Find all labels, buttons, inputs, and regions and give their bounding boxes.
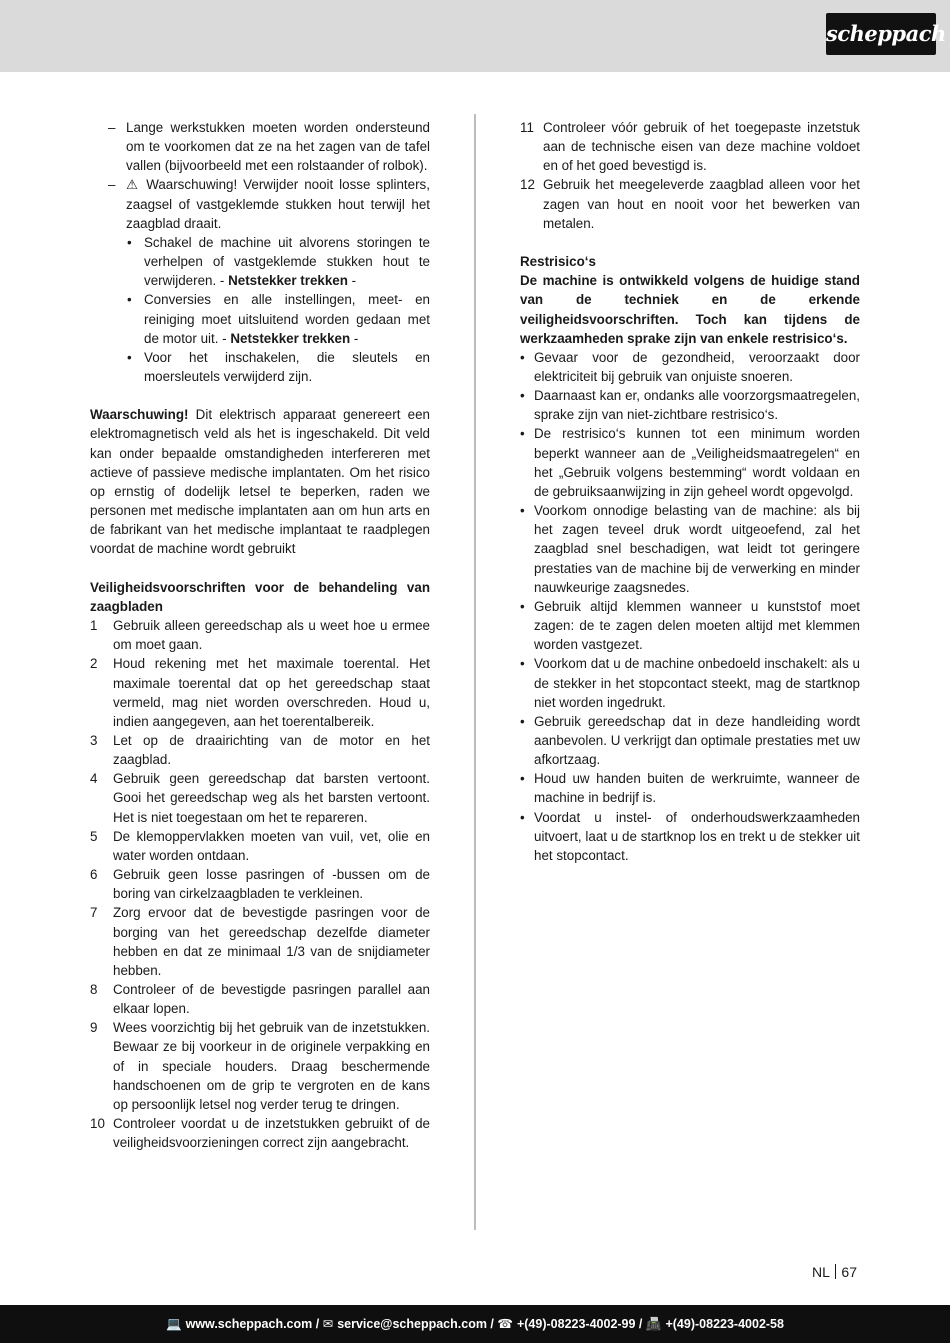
dash-mark: – [108,177,116,193]
numbered-item [90,903,430,980]
item-text: Controleer voordat u de inzetstukken gebruikt of de veiligheidsvoorzieningen correct zijn aangebracht. [113,1116,430,1151]
list-item [90,233,430,290]
section-intro: De machine is ontwikkeld volgens de huidige stand van de techniek en de erkende veiligheidsvoorschriften. Toch kan tijdens de werkzaamheden sprake zijn van enkele restrisico‘s. [520,273,860,346]
list-item-text: Conversies en alle instellingen, meet- en reiniging moet uitsluitend worden gedaan met de motor uit. - [144,292,430,346]
bullet-mark: • [520,388,525,404]
item-number: 11 [520,120,534,135]
left-column [90,118,430,1152]
list-item-text: De restrisico‘s kunnen tot een minimum worden beperkt wanneer aan de „Veiligheidsmaatregelen“ en het „Gebruik volgens bestemming“ wordt voldaan en de gebruiksaanwijzing in zijn geheel wordt opgevolgd. [534,426,860,499]
warning-triangle-icon: ⚠ [126,177,141,193]
bullet-mark: • [520,771,525,787]
item-number: 4 [90,771,98,787]
item-text: Wees voorzichtig bij het gebruik van de inzetstukken. Bewaar ze bij voorkeur in de originele verpakking en of in speciale houders. Draag beschermende handschoenen om de grip te vergroten en de kans op persoonlijk letsel nog verder terug te dringen. [113,1020,430,1112]
list-item-text: Gebruik altijd klemmen wanneer u kunststof moet zagen: de te zagen delen moeten altijd met klemmen worden vastgezet. [534,598,860,653]
header-band [0,0,950,72]
numbered-item [90,654,430,731]
numbered-item [520,175,860,232]
bullet-mark: • [127,349,132,365]
list-item [520,808,860,865]
list-item [520,348,860,386]
item-text: Gebruik geen gereedschap dat barsten vertoont. Gooi het gereedschap weg als het barsten vertoont. Het is niet toegestaan om het te repareren. [113,771,430,825]
item-number: 3 [90,732,98,748]
bullet-mark: • [127,234,132,250]
bullet-mark: • [520,598,525,614]
list-item-text: Voorkom dat u de machine onbedoeld inschakelt: als u de stekker in het stopcontact steekt, mag de startknop niet worden ingedrukt. [534,656,860,710]
list-item-text: Houd uw handen buiten de werkruimte, wanneer de machine in bedrijf is. [534,771,860,806]
list-item-bold: Netstekker trekken [230,330,351,346]
list-item-text: Daarnaast kan er, ondanks alle voorzorgsmaatregelen, sprake zijn van niet-zichtbare restrisico‘s. [534,388,860,423]
column-divider [474,114,476,1230]
right-column [520,118,860,865]
numbered-item [90,980,430,1018]
bullet-mark: • [520,349,525,365]
page-number [812,1264,857,1280]
bullet-mark: • [520,503,525,519]
phone-icon: ☎ [497,1317,513,1331]
bullet-mark: • [520,656,525,672]
warning-paragraph [90,405,430,558]
item-number: 2 [90,656,98,672]
section-heading: Veiligheidsvoorschriften voor de behandeling van zaagbladen [90,579,430,614]
item-text: Controleer vóór gebruik of het toegepaste inzetstuk aan de technische eisen van deze machine voldoet en of het goed bevestigd is. [543,120,860,174]
list-item-text: Gevaar voor de gezondheid, veroorzaakt door elektriciteit bij gebruik van onjuiste snoeren. [534,349,860,385]
list-item-text: Gebruik gereedschap dat in deze handleiding wordt aanbevolen. U verkrijgt dan optimale prestaties met uw afkortzaag. [534,713,861,768]
item-number: 1 [90,618,98,634]
footer-fax: +(49)-08223-4002-58 [665,1317,784,1331]
footer-phone: +(49)-08223-4002-99 / [516,1317,643,1331]
numbered-item [90,731,430,769]
dash-item [90,175,430,232]
item-text: Controleer of de bevestigde pasringen parallel aan elkaar lopen. [113,982,430,1017]
list-item [520,597,860,654]
section-heading: Restrisico‘s [520,254,596,270]
dash-item-text: Waarschuwing! Verwijder nooit losse splinters, zaagsel of vastgeklemde stukken hout terwijl het zaagblad draait. [126,177,430,231]
item-text: De klemoppervlakken moeten van vuil, vet, olie en water worden ontdaan. [113,828,430,863]
item-number: 8 [90,982,98,997]
item-text: Gebruik het meegeleverde zaagblad alleen voor het zagen van hout en nooit voor het bewerken van metalen. [543,177,860,231]
list-item-tail: - [347,273,357,289]
bullet-mark: • [520,809,525,825]
list-item [520,654,860,711]
item-number: 6 [90,867,98,883]
numbered-item [90,1018,430,1114]
footer-web-link[interactable]: www.scheppach.com / [185,1317,320,1331]
bullet-mark: • [520,713,525,729]
bullet-mark: • [127,292,132,308]
list-item [520,712,860,769]
list-item-text: Schakel de machine uit alvorens storingen te verhelpen of vastgeklemde stukken hout te verwijderen. - [144,234,430,289]
list-item [520,769,860,807]
page-lang: NL [812,1264,830,1280]
brand-logo: scheppach [826,13,936,55]
list-item-tail: - [350,330,359,346]
footer-bar [0,1305,950,1343]
fax-icon: 📠 [645,1317,662,1331]
item-number: 7 [90,905,98,921]
list-item-text: Voorkom onnodige belasting van de machine: als bij het zagen teveel druk wordt uitgeoefend, zal het zaagblad snel beschadigen, wat leidt tot geringere prestaties van de machine bij de verwerking en minder nauwkeurige zaagsnedes. [534,503,860,595]
warning-text: Dit elektrisch apparaat genereert een elektromagnetisch veld als het is ingeschakeld. Dit veld kan onder bepaalde omstandigheden interfereren met actieve of passieve medische implantaten. Om het risico op ernstig of dodelijk letsel te beperken, raden we personen met medische implantaten aan om hun arts en de fabrikant van het medische implantaat te raadplegen voordat de machine wordt gebruikt [90,407,430,557]
item-text: Zorg ervoor dat de bevestigde pasringen voor de borging van het gereedschap dezelfde diameter hebben en dat ze minimaal 1/3 van de snijdiameter hebben. [113,905,430,978]
item-text: Houd rekening met het maximale toerental. Het maximale toerental dat op het gereedschap staat vermeld, mag niet worden overschreden. Houd u, indien aangegeven, aan het toerentalbereik. [113,656,430,729]
dash-item [90,118,430,175]
dash-item-text: Lange werkstukken moeten worden ondersteund om te voorkomen dat ze na het zagen van de tafel vallen (bijvoorbeeld met een rolstaander of rolbok). [126,120,430,174]
list-item-text: Voordat u instel- of onderhoudswerkzaamheden uitvoert, laat u de startknop los en trekt u de stekker uit het stopcontact. [534,809,860,863]
numbered-item [90,1114,430,1152]
page-number-value: 67 [841,1264,857,1280]
item-number: 9 [90,1020,98,1036]
list-item-bold: Netstekker trekken [228,273,348,289]
laptop-icon: 💻 [166,1317,182,1331]
numbered-item [90,865,430,903]
bullet-mark: • [520,426,525,442]
item-text: Gebruik geen losse pasringen of -bussen om de boring van cirkelzaagbladen te verkleinen. [113,867,430,902]
mail-icon: ✉ [322,1317,334,1331]
numbered-item [520,118,860,175]
numbered-item [90,769,430,826]
item-text: Gebruik alleen gereedschap als u weet hoe u ermee om moet gaan. [113,618,430,653]
list-item-text: Voor het inschakelen, die sleutels en moersleutels verwijderd zijn. [144,349,430,385]
page-number-separator [835,1264,837,1279]
list-item [90,290,430,347]
numbered-item [90,616,430,654]
list-item [520,501,860,597]
item-number: 10 [90,1116,105,1132]
footer-email-link[interactable]: service@scheppach.com / [337,1317,494,1331]
numbered-item [90,827,430,865]
warning-label: Waarschuwing! [90,407,189,423]
item-number: 5 [90,828,98,844]
list-item [520,386,860,424]
dash-mark: – [108,120,116,135]
list-item [520,424,860,501]
item-text: Let op de draairichting van de motor en het zaagblad. [113,732,430,768]
item-number: 12 [520,177,535,193]
list-item [90,348,430,386]
